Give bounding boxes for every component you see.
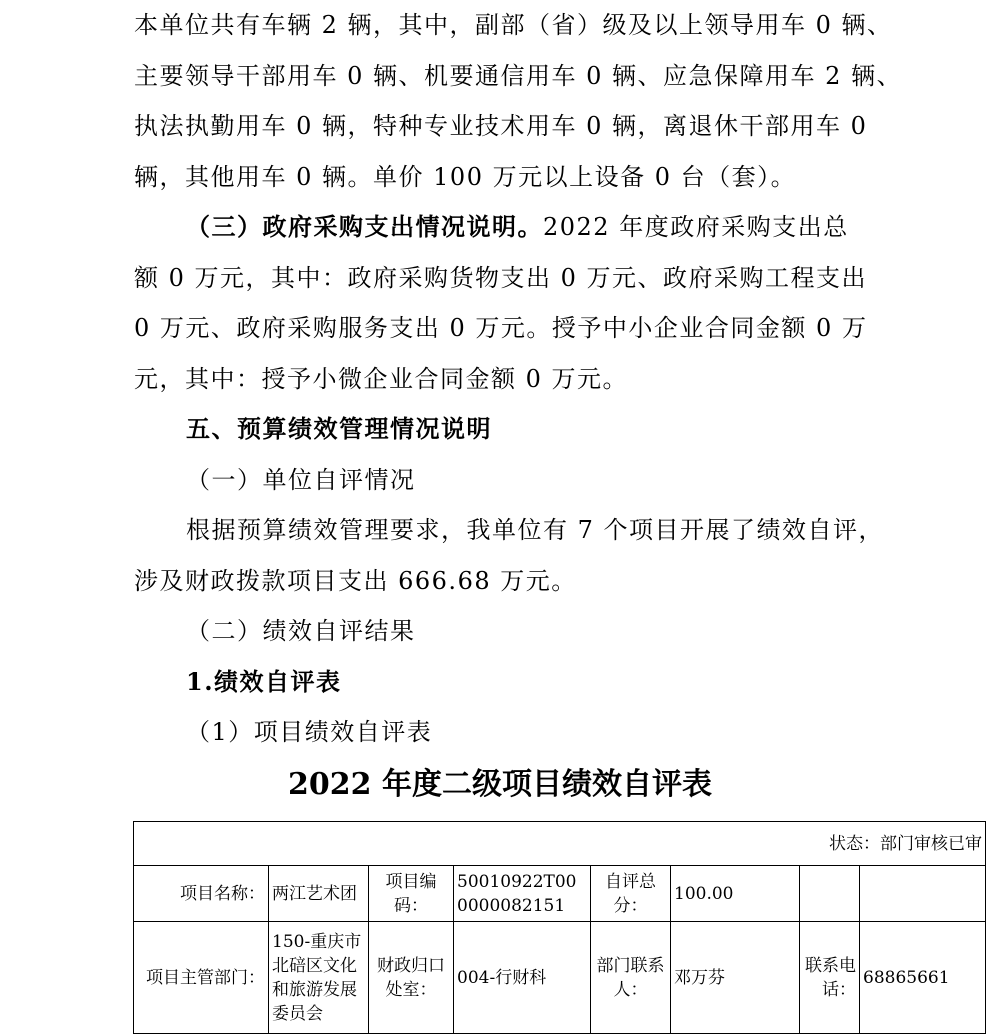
text-line [186, 212, 849, 242]
score-label: 自评总分： [591, 866, 671, 922]
subsection-heading: （二）绩效自评结果 [186, 617, 416, 645]
contact-value: 邓万芬 [671, 922, 800, 1034]
text-line: 主要领导干部用车 0 辆、机要通信用车 0 辆、应急保障用车 2 辆、 [134, 62, 903, 90]
status-cell: 状态：部门审核已审 [134, 822, 986, 866]
section-heading: （三）政府采购支出情况说明。 [186, 212, 543, 241]
subsection-heading: 1.绩效自评表 [186, 667, 342, 696]
table-row [134, 922, 986, 1034]
text-line: 0 万元、政府采购服务支出 0 万元。授予中小企业合同金额 0 万 [134, 314, 868, 342]
empty-cell [860, 866, 986, 922]
project-name-label: 项目名称： [134, 866, 269, 922]
text-line: 根据预算绩效管理要求，我单位有 7 个项目开展了绩效自评， [186, 516, 885, 544]
table-title: 2022 年度二级项目绩效自评表 [288, 767, 712, 802]
text-line: 元，其中：授予小微企业合同金额 0 万元。 [134, 365, 629, 393]
project-name-value: 两江艺术团 [269, 866, 369, 922]
score-value: 100.00 [671, 866, 800, 922]
contact-label: 部门联系人： [591, 922, 671, 1034]
office-value: 004-行财科 [454, 922, 591, 1034]
evaluation-table [133, 821, 986, 1034]
phone-value: 68865661 [860, 922, 986, 1034]
text-run: 2022 年度政府采购支出总 [543, 213, 849, 241]
project-code-value: 50010922T000000082151 [454, 866, 591, 922]
table-row [134, 822, 986, 866]
empty-cell [800, 866, 860, 922]
text-line: 本单位共有车辆 2 辆，其中，副部（省）级及以上领导用车 0 辆、 [134, 11, 893, 39]
project-code-label: 项目编码： [369, 866, 454, 922]
text-line: 额 0 万元，其中：政府采购货物支出 0 万元、政府采购工程支出 [134, 264, 868, 292]
subsection-heading: （一）单位自评情况 [186, 466, 416, 494]
office-label: 财政归口处室： [369, 922, 454, 1034]
text-line: 辆，其他用车 0 辆。单价 100 万元以上设备 0 台（套）。 [134, 163, 797, 191]
dept-label: 项目主管部门： [134, 922, 269, 1034]
table-row [134, 866, 986, 922]
section-heading: 五、预算绩效管理情况说明 [186, 414, 492, 443]
dept-value: 150-重庆市北碚区文化和旅游发展委员会 [269, 922, 369, 1034]
text-line: 涉及财政拨款项目支出 666.68 万元。 [134, 567, 577, 595]
subsection-heading: （1）项目绩效自评表 [186, 718, 433, 746]
phone-label: 联系电话： [800, 922, 860, 1034]
text-line: 执法执勤用车 0 辆，特种专业技术用车 0 辆，离退休干部用车 0 [134, 112, 868, 140]
